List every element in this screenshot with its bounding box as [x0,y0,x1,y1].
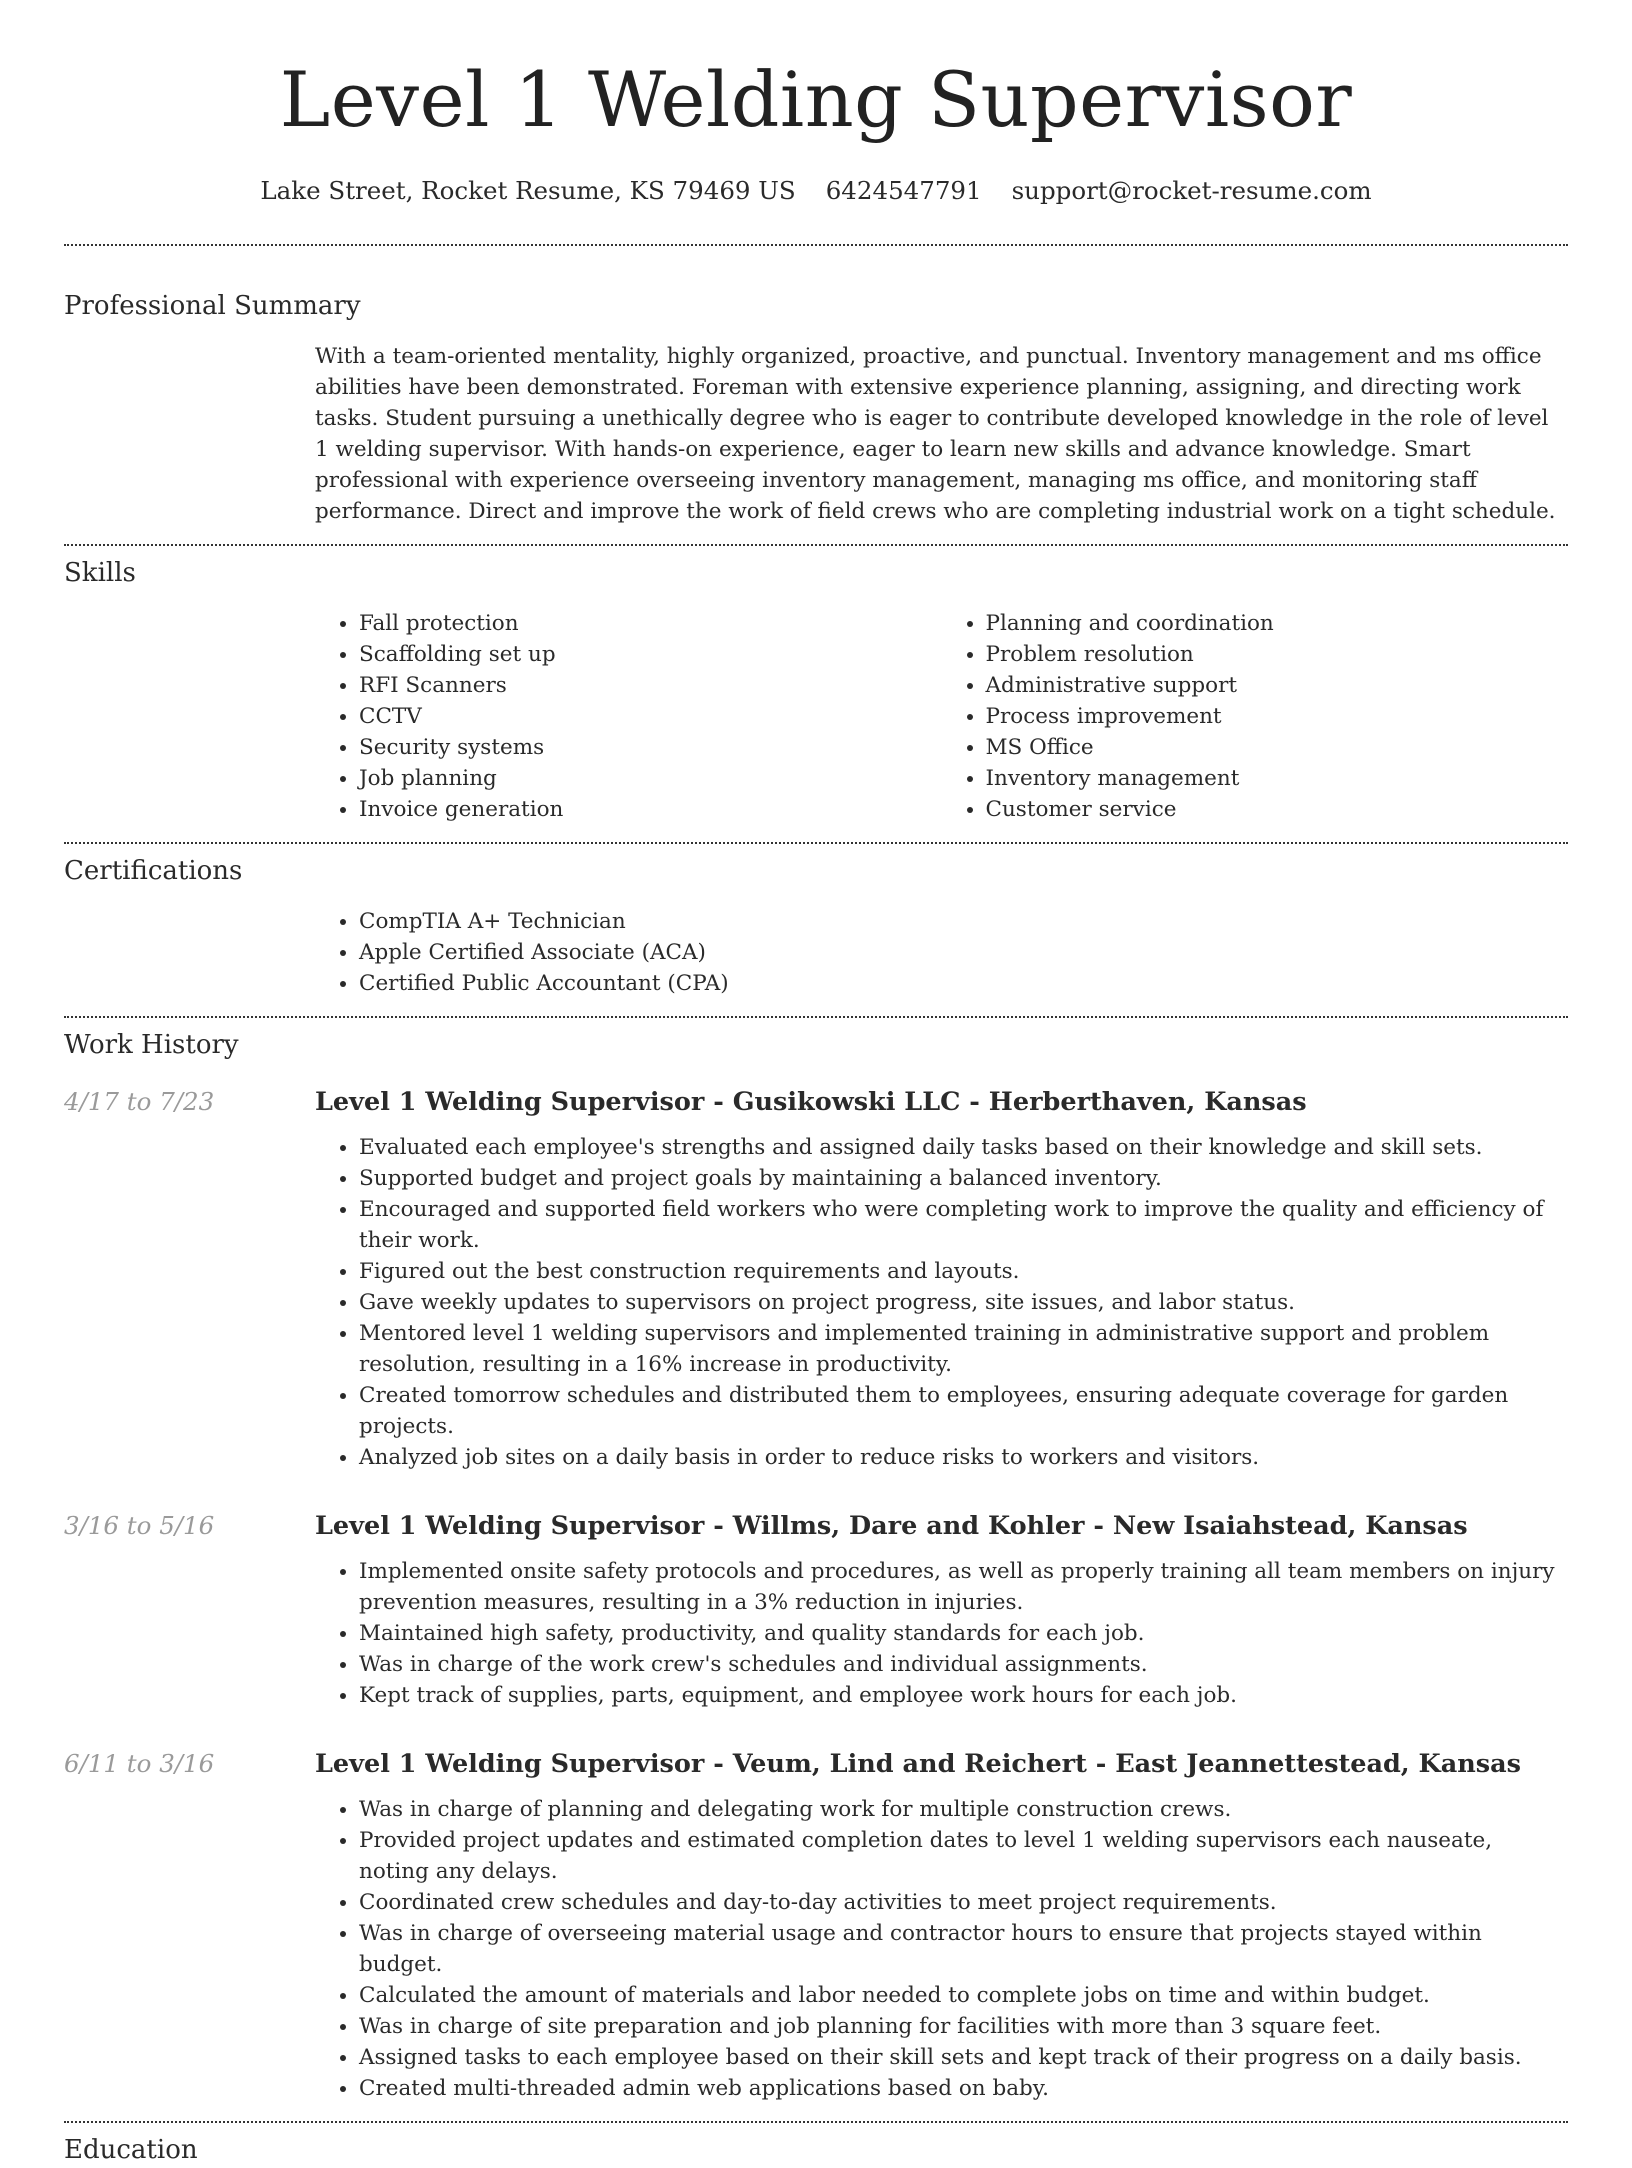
skill-item: • Planning and coordination [986,608,1569,639]
skill-item: • Security systems [359,732,942,763]
skill-item: • Administrative support [986,670,1569,701]
job-bullet: • Was in charge of site preparation and job planning for facilities with more than 3 square feet. [359,2011,1568,2042]
job-bullet: • Figured out the best construction requirements and layouts. [359,1256,1568,1287]
summary-heading: Professional Summary [64,291,361,321]
job-bullet: • Encouraged and supported field workers who were completing work to improve the quality and efficiency of their work. [359,1194,1568,1256]
summary-text: With a team-oriented mentality, highly organized, proactive, and punctual. Inventory management and ms office abilities have been demonstrated. Foreman with extensive experience planning, assigning, and directing work tasks. Student pursuing a unethically degree who is eager to contribute developed knowledge in the role of level 1 welding supervisor. With hands-on experience, eager to learn new skills and advance knowledge. Smart professional with experience overseeing inventory management, managing ms office, and monitoring staff performance. Direct and improve the work of field crews who are completing industrial work on a tight schedule. [315,344,1556,524]
skill-item: • Problem resolution [986,639,1569,670]
job-entry [64,1085,1568,1473]
job-dates: 3/16 to 5/16 [64,1511,215,1540]
job-bullet: • Provided project updates and estimated completion dates to level 1 welding supervisors each nauseate, noting any delays. [359,1825,1568,1887]
job-bullet: • Created multi-threaded admin web applications based on baby. [359,2073,1568,2104]
job-bullet: • Analyzed job sites on a daily basis in order to reduce risks to workers and visitors. [359,1442,1568,1473]
job-title: Level 1 Welding Supervisor - Gusikowski LLC - Herberthaven, Kansas [315,1087,1307,1117]
section-divider [64,544,1568,546]
work-history-section [64,1027,1568,2104]
job-entry [64,1509,1568,1711]
job-bullets [315,1132,1568,1473]
job-bullet: • Gave weekly updates to supervisors on project progress, site issues, and labor status. [359,1287,1568,1318]
job-bullet: • Mentored level 1 welding supervisors and implemented training in administrative support and problem resolution, resulting in a 16% increase in productivity. [359,1318,1568,1380]
resume-page [64,0,1568,2168]
summary-section [64,288,1568,527]
skill-item: • Job planning [359,763,942,794]
contact-line [64,174,1568,208]
job-entry [64,1747,1568,2104]
skill-item: • RFI Scanners [359,670,942,701]
job-bullet: • Coordinated crew schedules and day-to-day activities to meet project requirements. [359,1887,1568,1918]
job-title: Level 1 Welding Supervisor - Veum, Lind and Reichert - East Jeannettestead, Kansas [315,1749,1522,1779]
skills-section [64,555,1568,825]
skill-item: • Scaffolding set up [359,639,942,670]
job-bullet: • Kept track of supplies, parts, equipment, and employee work hours for each job. [359,1680,1568,1711]
skill-item: • Inventory management [986,763,1569,794]
job-bullet: • Was in charge of overseeing material usage and contractor hours to ensure that projects stayed within budget. [359,1918,1568,1980]
section-divider [64,842,1568,844]
skill-item: • Customer service [986,794,1569,825]
certification-item: • Apple Certified Associate (ACA) [359,937,1568,968]
certifications-body [315,906,1568,999]
skill-item: • Invoice generation [359,794,942,825]
candidate-name: Level 1 Welding Supervisor [279,55,1353,144]
job-dates: 6/11 to 3/16 [64,1749,215,1778]
job-bullet: • Was in charge of the work crew's schedules and individual assignments. [359,1649,1568,1680]
contact-email: support@rocket-resume.com [1011,176,1372,205]
certifications-list [315,906,1568,999]
job-bullet: • Created tomorrow schedules and distributed them to employees, ensuring adequate coverage for garden projects. [359,1380,1568,1442]
job-bullets [315,1794,1568,2104]
certifications-heading: Certifications [64,856,243,886]
job-dates: 4/17 to 7/23 [64,1087,215,1116]
contact-address: Lake Street, Rocket Resume, KS 79469 US [260,176,796,205]
certification-item: • Certified Public Accountant (CPA) [359,968,1568,999]
section-divider [64,244,1568,246]
skills-heading: Skills [64,558,136,588]
skill-item: • MS Office [986,732,1569,763]
job-bullet: • Calculated the amount of materials and labor needed to complete jobs on time and within budget. [359,1980,1568,2011]
job-bullets [315,1556,1568,1711]
job-bullet: • Evaluated each employee's strengths and assigned daily tasks based on their knowledge and skill sets. [359,1132,1568,1163]
skills-list-left [315,608,942,825]
skill-item: • Fall protection [359,608,942,639]
skills-list-right [942,608,1569,825]
job-bullet: • Implemented onsite safety protocols and procedures, as well as properly training all team members on injury prevention measures, resulting in a 3% reduction in injuries. [359,1556,1568,1618]
contact-phone: 6424547791 [825,176,982,205]
skills-grid [315,608,1568,825]
job-title: Level 1 Welding Supervisor - Willms, Dare and Kohler - New Isaiahstead, Kansas [315,1511,1468,1541]
certification-item: • CompTIA A+ Technician [359,906,1568,937]
skill-item: • CCTV [359,701,942,732]
job-bullet: • Assigned tasks to each employee based on their skill sets and kept track of their progress on a daily basis. [359,2042,1568,2073]
job-bullet: • Supported budget and project goals by maintaining a balanced inventory. [359,1163,1568,1194]
work-history-heading: Work History [64,1030,239,1060]
job-bullet: • Maintained high safety, productivity, and quality standards for each job. [359,1618,1568,1649]
education-section [64,2132,1568,2168]
education-heading: Education [64,2135,198,2165]
skill-item: • Process improvement [986,701,1569,732]
job-bullet: • Was in charge of planning and delegating work for multiple construction crews. [359,1794,1568,1825]
section-divider [64,1016,1568,1018]
section-divider [64,2121,1568,2123]
certifications-section [64,853,1568,999]
summary-body [315,341,1568,527]
